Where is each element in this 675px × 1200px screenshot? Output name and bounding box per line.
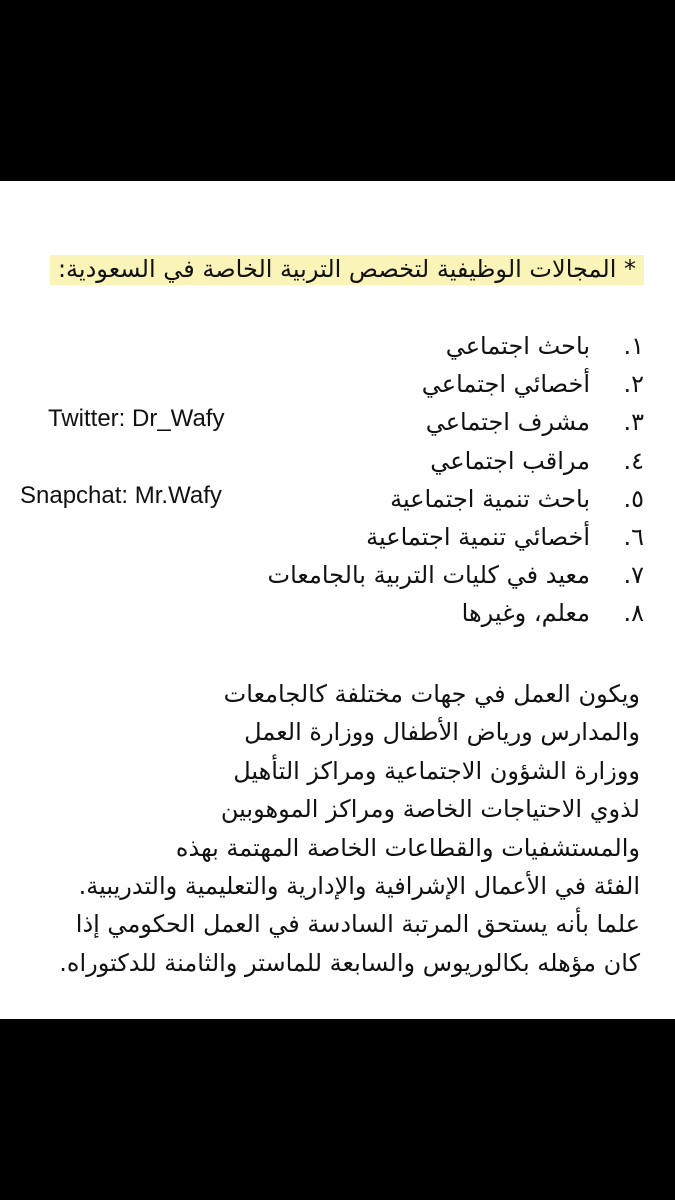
item-label: معلم، وغيرها: [461, 599, 590, 628]
list-item: [268, 365, 645, 403]
paragraph-line: كان مؤهله بكالوريوس والسابعة للماستر والثامنة للدكتوراه.: [59, 948, 640, 977]
paragraph-line: علما بأنه يستحق المرتبة السادسة في العمل الحكومي إذا: [75, 910, 640, 939]
list-item: [268, 556, 645, 594]
item-label: باحث اجتماعي: [445, 332, 590, 360]
item-number: ٨.: [623, 599, 644, 628]
list-item: [268, 480, 645, 518]
snapchat-handle: Snapchat: Mr.Wafy: [20, 482, 222, 509]
item-label: معيد في كليات التربية بالجامعات: [267, 561, 590, 590]
item-label: أخصائي تنمية اجتماعية: [366, 522, 590, 551]
paragraph-line: ويكون العمل في جهات مختلفة كالجامعات: [223, 680, 640, 708]
paragraph-line: والمدارس ورياض الأطفال ووزارة العمل: [244, 718, 640, 747]
item-number: ٤.: [623, 446, 644, 475]
list-item: [268, 594, 645, 632]
list-item: [268, 442, 645, 480]
highlighted-heading-text: * المجالات الوظيفية لتخصص التربية الخاصة في السعودية:: [50, 255, 644, 285]
item-number: ١.: [623, 332, 644, 360]
item-label: باحث تنمية اجتماعية: [390, 484, 590, 513]
paragraph-line: الفئة في الأعمال الإشرافية والإدارية والتعليمية والتدريبية.: [78, 871, 640, 900]
list-item: [268, 403, 645, 441]
paragraph-line: والمستشفيات والقطاعات الخاصة المهتمة بهذه: [175, 833, 640, 862]
job-list: [268, 327, 645, 633]
list-item: [268, 518, 645, 556]
item-number: ٣.: [623, 408, 644, 437]
section-heading: [50, 247, 644, 291]
item-number: ٧.: [623, 561, 644, 590]
item-label: مراقب اجتماعي: [430, 446, 590, 475]
paragraph-line: ووزارة الشؤون الاجتماعية ومراكز التأهيل: [233, 756, 640, 785]
twitter-handle: Twitter: Dr_Wafy: [48, 405, 225, 432]
body-paragraph: [38, 675, 640, 982]
document-sheet: [0, 181, 675, 1019]
paragraph-line: لذوي الاحتياجات الخاصة ومراكز الموهوبين: [220, 795, 640, 824]
item-number: ٦.: [623, 522, 644, 551]
item-number: ٢.: [623, 370, 644, 399]
list-item: [268, 327, 645, 365]
item-number: ٥.: [623, 484, 644, 513]
item-label: أخصائي اجتماعي: [421, 370, 590, 399]
item-label: مشرف اجتماعي: [425, 408, 590, 437]
